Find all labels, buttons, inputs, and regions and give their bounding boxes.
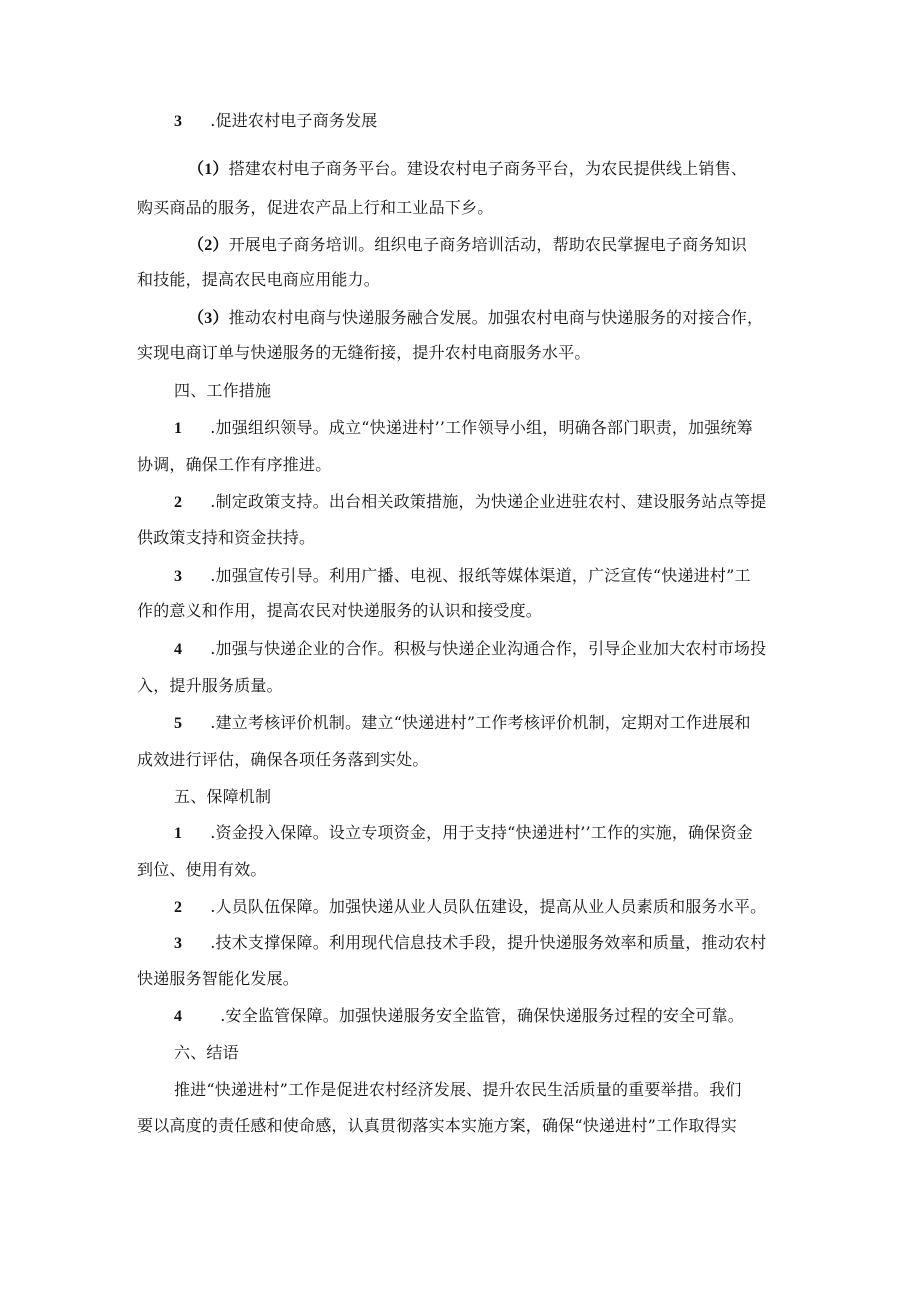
- paragraph-line: [188, 159, 747, 180]
- text-line: .加强宣传引导。利用广播、电视、报纸等媒体渠道，广泛宣传“快递进村”工: [210, 566, 751, 585]
- item-number: 1: [174, 825, 183, 842]
- text-line: 开展电子商务培训。组织电子商务培训活动，帮助农民掌握电子商务知识: [228, 235, 748, 254]
- paragraph-line: [137, 601, 542, 621]
- item-number: 4: [174, 641, 183, 658]
- text-line: 供政策支持和资金扶持。: [137, 528, 316, 547]
- paragraph-line: [137, 455, 331, 475]
- paragraph-line: [137, 270, 380, 290]
- text-line: 作的意义和作用，提高农民对快递服务的认识和接受度。: [137, 601, 543, 620]
- text-line: 成效进行评估，确保各项任务落到实处。: [137, 750, 429, 769]
- text-line: 推动农村电商与快递服务融合发展。加强农村电商与快递服务的对接合作，: [228, 308, 764, 327]
- text-line: .加强与快递企业的合作。积极与快递企业沟通合作，引导企业加大农村市场投: [210, 639, 767, 658]
- paragraph-line: [174, 639, 766, 660]
- text-line: 协调，确保工作有序推进。: [137, 455, 332, 474]
- paragraph-line: [137, 1116, 737, 1136]
- text-line: 快递服务智能化发展。: [137, 969, 300, 988]
- item-number: 5: [174, 715, 183, 732]
- paragraph-line: [174, 1080, 742, 1100]
- paragraph-line: [174, 492, 766, 513]
- text-line: 到位、使用有效。: [137, 860, 267, 879]
- section-heading: [174, 787, 271, 807]
- item-number: （3）: [188, 310, 229, 327]
- section-heading: [174, 1043, 239, 1063]
- text-line: 入，提升服务质量。: [137, 676, 283, 695]
- paragraph-line: [174, 933, 766, 954]
- text-line: 五、保障机制: [174, 787, 272, 806]
- text-line: .技术支撑保障。利用现代信息技术手段，提升快递服务效率和质量，推动农村: [210, 933, 767, 952]
- item-number: 3: [174, 935, 183, 952]
- item-number: （2）: [188, 237, 229, 254]
- paragraph-line: [174, 1006, 744, 1027]
- paragraph-line: [188, 235, 747, 256]
- text-line: 搭建农村电子商务平台。建设农村电子商务平台，为农民提供线上销售、: [228, 159, 748, 178]
- paragraph-line: [137, 750, 429, 770]
- text-line: 六、结语: [174, 1043, 239, 1062]
- item-number: 2: [174, 494, 183, 511]
- text-line: .制定政策支持。出台相关政策措施，为快递企业进驻农村、建设服务站点等提: [210, 492, 767, 511]
- text-line: .加强组织领导。成立“快递进村’’工作领导小组，明确各部门职责，加强统筹: [210, 418, 753, 437]
- item-number: 2: [174, 899, 183, 916]
- item-number: （1）: [188, 161, 229, 178]
- paragraph-line: [137, 676, 283, 696]
- paragraph-line: [188, 308, 763, 329]
- item-number: 1: [174, 420, 183, 437]
- item-number: 4: [174, 1008, 183, 1025]
- text-line: 购买商品的服务，促进农产品上行和工业品下乡。: [137, 198, 494, 217]
- subsection-heading: [174, 111, 378, 132]
- paragraph-line: [174, 713, 751, 734]
- text-line: 和技能，提高农民电商应用能力。: [137, 270, 381, 289]
- paragraph-line: [137, 343, 591, 363]
- paragraph-line: [137, 969, 299, 989]
- text-line: 要以高度的责任感和使命感，认真贯彻落实本实施方案，确保“快递进村”工作取得实: [137, 1116, 737, 1135]
- item-number: 3: [174, 113, 183, 130]
- paragraph-line: [174, 418, 753, 439]
- text-line: 实现电商订单与快递服务的无缝衔接，提升农村电商服务水平。: [137, 343, 591, 362]
- text-line: .建立考核评价机制。建立“快递进村”工作考核评价机制，定期对工作进展和: [210, 713, 751, 732]
- text-line: 推进“快递进村”工作是促进农村经济发展、提升农民生活质量的重要举措。我们: [174, 1080, 742, 1099]
- item-number: 3: [174, 568, 183, 585]
- paragraph-line: [174, 823, 753, 844]
- text-line: .资金投入保障。设立专项资金，用于支持“快递进村’’工作的实施，确保资金: [210, 823, 753, 842]
- text-line: 四、工作措施: [174, 381, 272, 400]
- paragraph-line: [137, 860, 267, 880]
- paragraph-line: [137, 528, 315, 548]
- paragraph-line: [174, 566, 751, 587]
- paragraph-line: [137, 198, 493, 218]
- text-line: .人员队伍保障。加强快递从业人员队伍建设，提高从业人员素质和服务水平。: [210, 897, 767, 916]
- text-line: .促进农村电子商务发展: [210, 111, 378, 130]
- section-heading: [174, 381, 271, 401]
- paragraph-line: [174, 897, 766, 918]
- text-line: .安全监管保障。加强快递服务安全监管，确保快递服务过程的安全可靠。: [220, 1006, 744, 1025]
